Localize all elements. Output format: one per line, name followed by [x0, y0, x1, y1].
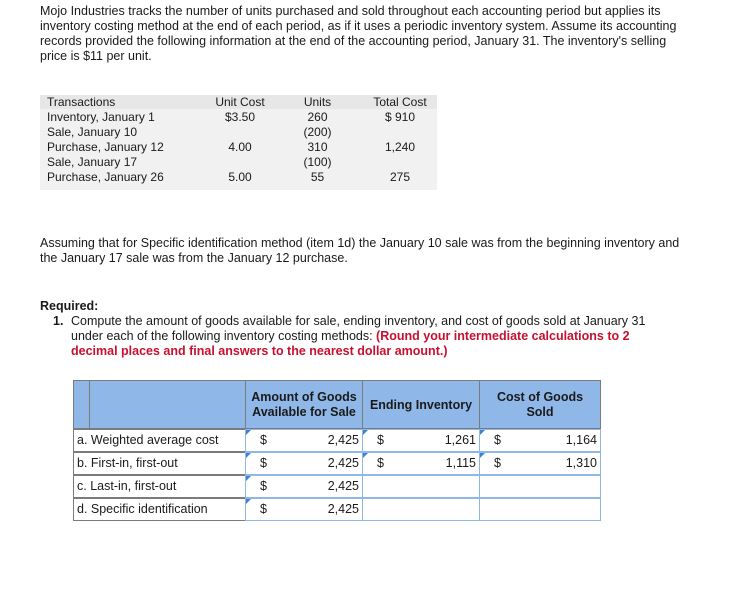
tx-name: Sale, January 10 — [47, 125, 138, 139]
currency-symbol: $ — [494, 433, 501, 447]
cogs-value: 1,310 — [565, 456, 597, 470]
tx-unit-cost: 5.00 — [228, 170, 252, 184]
currency-symbol: $ — [377, 433, 384, 447]
goods-available-value: 2,425 — [327, 502, 359, 516]
input-flag-icon — [480, 453, 485, 458]
header-unit-cost: Unit Cost — [215, 95, 265, 109]
header-units: Units — [303, 95, 332, 109]
goods-available-value: 2,425 — [327, 456, 359, 470]
header-cell-blank — [89, 380, 246, 429]
answer-table — [73, 380, 601, 521]
goods-available-input[interactable] — [245, 429, 363, 452]
header-cogs-label: Cost of Goods Sold — [496, 390, 584, 419]
ending-inventory-input[interactable] — [362, 429, 480, 452]
currency-symbol: $ — [377, 456, 384, 470]
input-flag-icon — [246, 430, 251, 435]
header-transactions: Transactions — [47, 95, 116, 109]
goods-available-value: 2,425 — [327, 479, 359, 493]
tx-name: Purchase, January 12 — [47, 140, 164, 154]
input-flag-icon — [363, 453, 368, 458]
ending-inventory-input[interactable] — [362, 475, 480, 498]
row-label-specific-id: d. Specific identification — [73, 498, 246, 521]
input-flag-icon — [480, 430, 485, 435]
ending-inventory-input[interactable] — [362, 452, 480, 475]
input-flag-icon — [363, 430, 368, 435]
input-flag-icon — [246, 476, 251, 481]
tx-total-cost: 275 — [389, 170, 411, 184]
tx-total-cost: 1,240 — [384, 140, 416, 154]
goods-available-input[interactable] — [245, 498, 363, 521]
goods-available-input[interactable] — [245, 475, 363, 498]
requirement-instructions: Compute the amount of goods available for sale, ending inventory, and cost of goods sold at January 31 under each of the following inventory costing methods: — [71, 314, 646, 343]
header-ending-inventory-label: Ending Inventory — [369, 398, 473, 412]
tx-units: 55 — [310, 170, 325, 184]
required-heading: Required: — [40, 299, 99, 313]
row-label-fifo: b. First-in, first-out — [73, 452, 246, 475]
row-label-lifo: c. Last-in, first-out — [73, 475, 246, 498]
tx-name: Sale, January 17 — [47, 155, 138, 169]
ending-inventory-value: 1,115 — [445, 456, 476, 470]
transactions-table — [40, 95, 437, 190]
input-flag-icon — [246, 499, 251, 504]
header-ending-inventory — [362, 380, 480, 429]
requirement-number: 1. — [53, 314, 64, 328]
header-cell-blank-narrow — [73, 380, 90, 429]
currency-symbol: $ — [260, 456, 267, 470]
tx-units: 260 — [307, 110, 328, 124]
currency-symbol: $ — [494, 456, 501, 470]
tx-units: (200) — [303, 125, 332, 139]
ending-inventory-value: 1,261 — [444, 433, 476, 447]
tx-units: (100) — [303, 155, 332, 169]
goods-available-value: 2,425 — [327, 433, 359, 447]
problem-intro: Mojo Industries tracks the number of units purchased and sold throughout each accounting period but applies its inventory costing method at the end of each period, as if it uses a periodic inventory system. Assume its accounting records provided the following information at the end of the accounting period, January 31. The inventory's selling price is $11 per unit. — [40, 4, 677, 63]
header-cogs — [479, 380, 601, 429]
cogs-input[interactable] — [479, 429, 601, 452]
cogs-value: 1,164 — [565, 433, 597, 447]
tx-total-cost: $ 910 — [384, 110, 416, 124]
header-goods-available — [245, 380, 363, 429]
row-label-weighted-average: a. Weighted average cost — [73, 429, 246, 452]
currency-symbol: $ — [260, 479, 267, 493]
rounding-note: (Round your intermediate calculations to 2 decimal places and final answers to the nearest dollar amount.) — [71, 329, 630, 358]
goods-available-input[interactable] — [245, 452, 363, 475]
tx-units: 310 — [307, 140, 328, 154]
tx-unit-cost: 4.00 — [228, 140, 252, 154]
currency-symbol: $ — [260, 502, 267, 516]
ending-inventory-input[interactable] — [362, 498, 480, 521]
tx-name: Purchase, January 26 — [47, 170, 164, 184]
cogs-input[interactable] — [479, 475, 601, 498]
header-total-cost: Total Cost — [373, 95, 427, 109]
header-goods-available-label: Amount of Goods Available for Sale — [251, 390, 357, 419]
currency-symbol: $ — [260, 433, 267, 447]
requirement-text — [71, 314, 671, 359]
assumption-text: Assuming that for Specific identification method (item 1d) the January 10 sale was from the beginning inventory and the January 17 sale was from the January 12 purchase. — [40, 236, 680, 265]
tx-unit-cost: $3.50 — [224, 110, 256, 124]
cogs-input[interactable] — [479, 498, 601, 521]
input-flag-icon — [246, 453, 251, 458]
cogs-input[interactable] — [479, 452, 601, 475]
tx-name: Inventory, January 1 — [47, 110, 155, 124]
